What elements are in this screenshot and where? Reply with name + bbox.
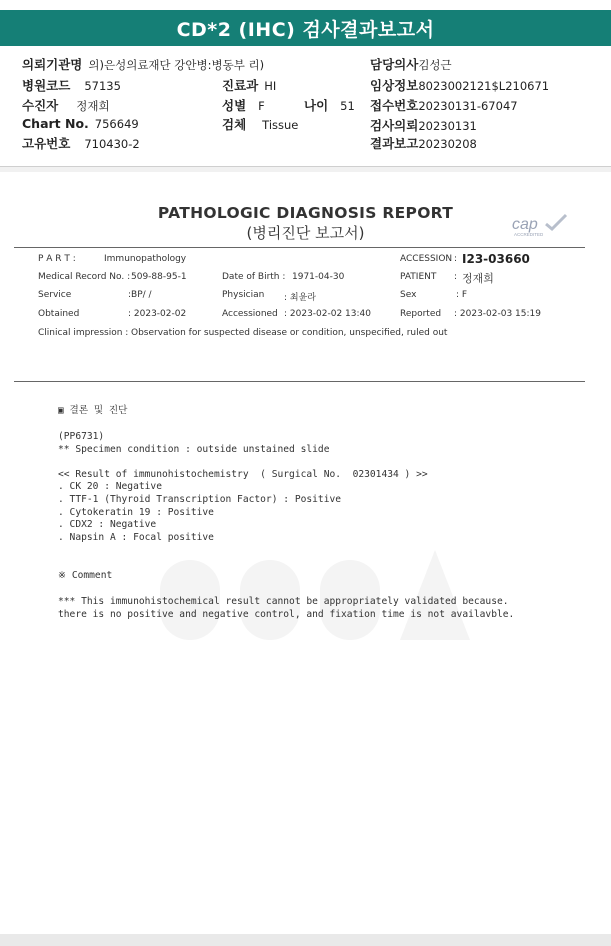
doctor-field: 담당의사김성근 xyxy=(370,57,452,72)
unique-no-field: 고유번호 710430-2 xyxy=(22,136,140,151)
dob-value: 1971-04-30 xyxy=(292,272,345,282)
report-subtitle: (병리진단 보고서) xyxy=(246,224,365,242)
part-label: P A R T : xyxy=(38,254,76,264)
service-label: Service xyxy=(38,290,72,300)
physician-label: Physician xyxy=(222,290,265,300)
part-value: Immunopathology xyxy=(104,254,187,264)
body-line: ** Specimen condition : outside unstained slide xyxy=(58,443,330,455)
comment-body xyxy=(58,596,514,621)
body-line: . TTF-1 (Thyroid Transcription Factor) : Positive xyxy=(58,493,342,505)
clinical-impression-label: Clinical impression : xyxy=(38,328,129,338)
header-divider-top xyxy=(14,247,585,248)
obtained-label: Obtained xyxy=(38,309,80,319)
comment-line: there is no positive and negative control, and fixation time is not availavble. xyxy=(58,608,515,620)
body-line: (PP6731) xyxy=(58,431,105,442)
physician-value: : 최윤라 xyxy=(284,293,316,303)
patient-field: 수진자 정재희 xyxy=(22,98,110,113)
requesting-org-field: 의뢰기관명 의)은성의료재단 강안병:병동부 리) xyxy=(22,57,265,72)
accessioned-label: Accessioned xyxy=(222,309,278,319)
svg-text:ACCREDITED: ACCREDITED xyxy=(514,232,544,237)
svg-text:cap: cap xyxy=(512,216,538,233)
body-line: . Cytokeratin 19 : Positive xyxy=(58,506,214,518)
report-title-bar: CD*2 (IHC) 검사결과보고서 xyxy=(0,10,611,46)
patient-value: 정재희 xyxy=(462,272,494,285)
reported-label: Reported xyxy=(400,309,442,319)
chart-no-field: Chart No. 756649 xyxy=(22,116,139,131)
obtained-value: : 2023-02-02 xyxy=(128,309,187,319)
sex-value: : F xyxy=(456,290,468,300)
diagnosis-body xyxy=(58,431,428,544)
report-header-card xyxy=(0,0,611,167)
sex-label: Sex xyxy=(400,290,417,300)
department-field: 진료과 HI xyxy=(222,78,277,93)
body-line: . Napsin A : Focal positive xyxy=(58,531,214,543)
watermark-logo xyxy=(150,530,480,660)
comment-line: *** This immunohistochemical result cannot be appropriately validated because. xyxy=(58,596,509,607)
body-line xyxy=(58,456,428,469)
reported-value: : 2023-02-03 15:19 xyxy=(454,309,541,319)
mrn-value: 509-88-95-1 xyxy=(131,272,187,282)
specimen-field: 검체 Tissue xyxy=(222,117,299,132)
bottom-strip xyxy=(0,934,611,946)
patient-colon: : xyxy=(454,272,458,282)
dob-label: Date of Birth : xyxy=(222,272,286,282)
diagnosis-heading: ▣ 결론 및 진단 xyxy=(58,405,128,416)
pathology-report-page xyxy=(0,172,611,934)
body-line: << Result of immunohistochemistry ( Surgical No. 02301434 ) >> xyxy=(58,468,428,480)
age-field: 나이 51 xyxy=(304,98,355,113)
service-value: :BP/ / xyxy=(128,290,152,300)
result-report-field: 결과보고20230208 xyxy=(370,136,477,151)
report-title: PATHOLOGIC DIAGNOSIS REPORT xyxy=(157,204,454,222)
accession-colon: : xyxy=(454,254,458,264)
body-line: . CK 20 : Negative xyxy=(58,481,162,493)
accession-label: ACCESSION xyxy=(400,254,453,264)
header-divider-bottom xyxy=(14,381,585,382)
mrn-label: Medical Record No. : xyxy=(38,272,131,282)
accessioned-value: : 2023-02-02 13:40 xyxy=(284,309,371,319)
accession-value: I23-03660 xyxy=(462,252,530,266)
clinical-info-field: 임상정보8023002121$L210671 xyxy=(370,78,550,93)
body-line: . CDX2 : Negative xyxy=(58,519,157,531)
sex-field: 성별 F xyxy=(222,98,265,113)
comment-heading: ※ Comment xyxy=(58,570,113,581)
clinical-impression-value: Observation for suspected disease or condition, unspecified, ruled out xyxy=(131,328,448,338)
test-request-field: 검사의뢰20230131 xyxy=(370,118,477,133)
patient-label: PATIENT xyxy=(400,272,437,282)
receipt-no-field: 접수번호20230131-67047 xyxy=(370,98,518,113)
cap-accredited-logo xyxy=(510,212,570,238)
hospital-code-field: 병원코드 57135 xyxy=(22,78,121,93)
